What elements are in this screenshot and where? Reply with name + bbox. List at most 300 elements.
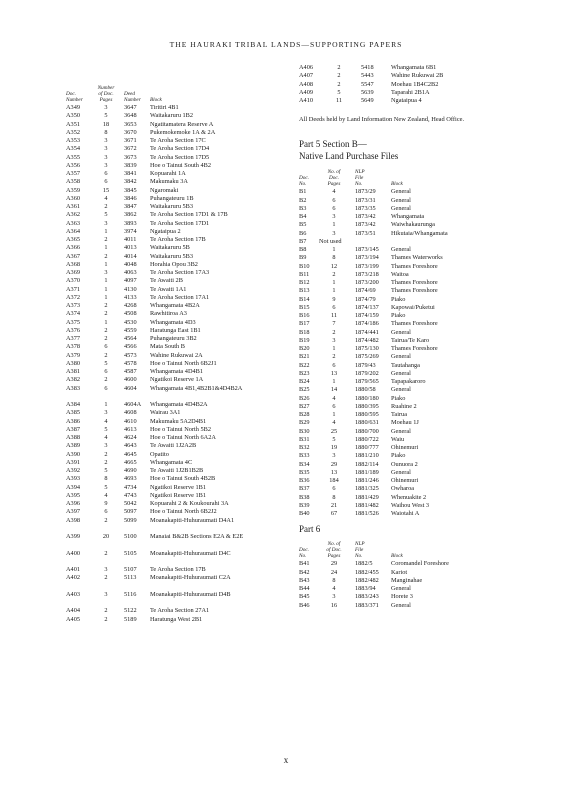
- pages-header: No. of of Doc. Pages: [326, 541, 342, 560]
- doc-number-cell: A372: [66, 293, 80, 301]
- doc-no-cell: B8: [299, 246, 307, 253]
- doc-no-cell: B11: [299, 270, 310, 278]
- block-cell: Thames Foreshore: [391, 287, 438, 295]
- doc-number-cell: A392: [66, 467, 80, 475]
- pages-cell: 2: [104, 335, 108, 342]
- deed-number-cell: 3648: [124, 112, 137, 120]
- right-column: [299, 64, 519, 610]
- table-row: [299, 345, 519, 353]
- block-cell: General: [391, 196, 411, 204]
- pages-cell: 6: [332, 361, 336, 369]
- nlp-file-cell: 1880/395: [355, 402, 379, 410]
- doc-number-cell: A361: [66, 203, 80, 210]
- deed-number-cell: 5418: [361, 64, 374, 71]
- table-row: [299, 560, 519, 568]
- block-cell: Puhangateuru 1B: [150, 194, 194, 202]
- pages-cell: 8: [332, 576, 336, 584]
- doc-number-cell: A358: [66, 178, 80, 186]
- doc-number-cell: A391: [66, 458, 80, 466]
- pages-cell: 8: [332, 254, 336, 262]
- pages-cell: 1: [104, 318, 108, 326]
- block-cell: Ngaromaki: [150, 186, 179, 194]
- deed-number-cell: 4643: [124, 442, 137, 450]
- nlp-file-cell: 1873/35: [355, 204, 376, 212]
- table-row: [299, 569, 519, 577]
- doc-number-cell: A383: [66, 384, 80, 392]
- pages-cell: 16: [330, 601, 338, 609]
- deed-number-cell: 3893: [124, 219, 137, 227]
- doc-no-cell: B19: [299, 336, 310, 344]
- pages-cell: 3: [104, 104, 108, 111]
- nlp-file-cell: 1882/114: [355, 460, 379, 468]
- block-cell: Ngatikoi Reserve 1A: [150, 376, 204, 384]
- pages-cell: 5: [337, 88, 341, 96]
- table-row: [66, 434, 288, 442]
- nlp-file-cell: 1881/189: [355, 468, 379, 476]
- pages-cell: 2: [104, 615, 108, 623]
- nlp-file-cell: 1874/137: [355, 303, 379, 311]
- deed-number-cell: 4690: [124, 467, 137, 475]
- doc-number-cell: A408: [299, 80, 313, 88]
- block-cell: Tiritiri 4B1: [150, 104, 179, 111]
- deed-number-cell: 3839: [124, 161, 137, 169]
- pages-cell: 5: [104, 359, 108, 367]
- pages-cell: 6: [332, 303, 336, 311]
- deed-number-cell: 4578: [124, 359, 137, 367]
- pages-cell: 24: [330, 568, 338, 576]
- deed-number-cell: 5122: [124, 607, 137, 615]
- block-cell: Waitakaruru 5B3: [150, 252, 194, 260]
- doc-no-cell: B1: [299, 188, 307, 196]
- pages-cell: 3: [104, 269, 108, 276]
- table-row: [66, 261, 288, 269]
- deed-number-cell: 4130: [124, 285, 137, 293]
- table-row: [66, 475, 288, 483]
- pages-cell: 2: [337, 80, 341, 88]
- table-row: [299, 238, 519, 246]
- pages-cell: 11: [330, 312, 338, 319]
- table-row: [66, 607, 288, 615]
- pages-cell: 15: [102, 186, 110, 194]
- nlp-file-cell: 1875/269: [355, 353, 379, 361]
- block-cell: Hikutaia/Whangamata: [391, 229, 448, 237]
- block-cell: Ounuora 2: [391, 460, 418, 468]
- doc-no-cell: B32: [299, 444, 310, 451]
- block-cell: Ngatikoi Reserve 1B1: [150, 491, 206, 499]
- pages-cell: 4: [332, 419, 336, 427]
- block-cell: Te Awaiti 1J2B1B2B: [150, 467, 204, 475]
- nlp-file-cell: 1873/218: [355, 270, 379, 278]
- nlp-file-cell: 1881/526: [355, 510, 379, 517]
- doc-no-cell: B16: [299, 312, 310, 319]
- deed-number-cell: 4530: [124, 318, 137, 326]
- block-cell: Wairau 3A1: [150, 409, 181, 417]
- pages-cell: 2: [104, 236, 108, 243]
- deed-number-cell: 5189: [124, 615, 137, 623]
- pages-cell: 1: [104, 401, 108, 409]
- doc-number-cell: A363: [66, 219, 80, 227]
- table-row: [299, 444, 519, 452]
- doc-number-cell: A384: [66, 401, 80, 409]
- doc-no-cell: B25: [299, 386, 310, 394]
- block-cell: Waitakaruru 1B2: [150, 112, 194, 120]
- doc-number-cell: A385: [66, 409, 80, 417]
- pages-cell: 9: [104, 500, 108, 508]
- doc-number-cell: A386: [66, 417, 80, 425]
- table-row: [299, 411, 519, 419]
- block-cell: Thames Foreshore: [391, 262, 438, 270]
- block-cell: Hoe o Tainui North 6B2J2: [150, 508, 217, 516]
- pages-cell: 3: [332, 229, 336, 237]
- doc-number-cell: A382: [66, 376, 80, 384]
- doc-no-cell: B36: [299, 477, 310, 484]
- nlp-file-cell: 1881/429: [355, 493, 379, 501]
- doc-no-cell: B9: [299, 254, 307, 262]
- deed-number-cell: 4508: [124, 310, 137, 318]
- table-row: [299, 577, 519, 585]
- doc-number-cell: A373: [66, 302, 80, 309]
- nlp-file-cell: 1873/42: [355, 213, 376, 220]
- block-cell: Puhangateuru 3B2: [150, 335, 197, 342]
- deed-number-cell: 4608: [124, 409, 137, 417]
- doc-no-cell: B22: [299, 361, 310, 369]
- pages-cell: 8: [104, 475, 108, 483]
- block-cell: Te Aroha Section 17A1: [150, 293, 210, 301]
- block-header: Block: [391, 553, 403, 560]
- block-cell: General: [391, 353, 411, 361]
- doc-number-cell: A355: [66, 153, 80, 161]
- nlp-file-cell: 1873/42: [355, 221, 376, 229]
- block-cell: Hoe o Tainui North 5B2: [150, 425, 212, 433]
- running-head: THE HAURAKI TRIBAL LANDS—SUPPORTING PAPERS: [169, 40, 403, 49]
- doc-number-cell: A365: [66, 236, 80, 243]
- nlp-file-cell: 1874/69: [355, 287, 376, 295]
- doc-number-cell: A367: [66, 252, 80, 260]
- doc-no-cell: B31: [299, 435, 310, 443]
- doc-no-cell: B18: [299, 328, 310, 336]
- deed-table-header: [66, 64, 288, 104]
- deed-number-cell: 3862: [124, 211, 137, 219]
- block-cell: Whangamata 4B2A: [150, 302, 200, 309]
- nlp-file-cell: 1879/202: [355, 369, 379, 377]
- pages-cell: 1: [104, 277, 108, 285]
- pages-cell: 3: [104, 442, 108, 450]
- pages-cell: 29: [330, 460, 338, 468]
- deed-number-cell: 3673: [124, 153, 137, 161]
- block-cell: Whangamata 4D4B1: [150, 368, 203, 375]
- nlp-file-cell: 1879/565: [355, 378, 379, 385]
- deed-number-cell: 4587: [124, 368, 137, 375]
- table-row: [66, 162, 288, 170]
- pages-cell: 3: [104, 161, 108, 169]
- pages-cell: 3: [104, 153, 108, 161]
- doc-number-cell: A357: [66, 170, 80, 177]
- doc-no-header: Doc. No.: [299, 547, 309, 560]
- block-cell: Haratunga East 1B1: [150, 326, 201, 334]
- doc-number-cell: A410: [299, 97, 313, 104]
- table-row: [66, 154, 288, 162]
- doc-number-cell: A403: [66, 590, 80, 598]
- pages-cell: 6: [104, 508, 108, 516]
- table-row: [299, 271, 519, 279]
- doc-no-cell: B2: [299, 196, 307, 204]
- block-cell: Te Aroha Section 17C: [150, 137, 206, 144]
- pages-cell: 6: [332, 485, 336, 493]
- doc-no-header: Doc. No.: [299, 175, 309, 188]
- block-cell: General: [391, 328, 411, 336]
- doc-no-cell: B33: [299, 452, 310, 460]
- block-cell: Moanakapiti-Huhuraumati D4A1: [150, 516, 235, 524]
- table-row: [299, 64, 519, 72]
- deed-number-cell: 4645: [124, 450, 137, 458]
- deed-number-cell: 4613: [124, 425, 137, 433]
- table-row: [66, 376, 288, 384]
- nlp-file-cell: 1880/700: [355, 427, 379, 435]
- doc-number-cell: A356: [66, 161, 80, 169]
- deed-number-cell: 4097: [124, 277, 137, 285]
- pages-cell: 6: [332, 196, 336, 204]
- doc-no-cell: B34: [299, 460, 310, 468]
- block-cell: Horahia Opou 3B2: [150, 260, 198, 268]
- pages-cell: 14: [330, 386, 338, 394]
- pages-cell: 29: [330, 560, 338, 568]
- doc-no-cell: B15: [299, 303, 310, 311]
- table-row: [66, 137, 288, 145]
- deed-number-cell: 4048: [124, 260, 137, 268]
- pages-cell: 2: [104, 203, 108, 210]
- table-row: [299, 312, 519, 320]
- doc-no-cell: B24: [299, 378, 310, 385]
- block-cell: Ohinemuri: [391, 477, 419, 484]
- table-row: [299, 188, 519, 196]
- table-row: [299, 287, 519, 295]
- table-row: [299, 461, 519, 469]
- pages-cell: 2: [104, 376, 108, 384]
- block-cell: Kopuarahi 1A: [150, 170, 186, 177]
- table-row: [299, 213, 519, 221]
- block-cell: Waitakaruru 5B3: [150, 203, 194, 210]
- pages-cell: 3: [104, 137, 108, 144]
- block-cell: Ngatikoi Reserve 1B1: [150, 483, 206, 491]
- nlp-header: NLP File No.: [355, 169, 365, 188]
- pages-cell: 5: [104, 112, 108, 120]
- pages-cell: 18: [102, 120, 110, 128]
- deed-number-cell: 4693: [124, 475, 137, 483]
- pages-cell: 6: [332, 204, 336, 212]
- nlp-file-cell: 1875/130: [355, 345, 379, 352]
- pages-cell: 12: [330, 262, 338, 270]
- deed-number-cell: 5113: [124, 574, 137, 582]
- doc-number-cell: A354: [66, 145, 80, 153]
- deed-number-cell: 5105: [124, 549, 137, 557]
- table-row: [299, 419, 519, 427]
- deed-number-cell: 5547: [361, 80, 374, 88]
- pages-cell: 1: [332, 411, 336, 418]
- deed-number-cell: 5100: [124, 533, 137, 541]
- block-cell: Waitakaruru 5B: [150, 244, 190, 252]
- table-row: [66, 178, 288, 186]
- nlp-file-cell: 1873/51: [355, 229, 376, 237]
- pages-cell: 1: [332, 279, 336, 286]
- doc-no-cell: B28: [299, 411, 310, 418]
- pages-cell: 67: [330, 510, 338, 517]
- table-row: [66, 368, 288, 376]
- pages-cell: 2: [104, 549, 108, 557]
- doc-number-cell: A376: [66, 326, 80, 334]
- table-row: [66, 500, 288, 508]
- table-row: [66, 467, 288, 475]
- block-cell: Te Awaiti 2B: [150, 277, 183, 285]
- pages-cell: 8: [104, 128, 108, 136]
- nlp-file-cell: 1873/31: [355, 196, 376, 204]
- pages-cell: 3: [332, 452, 336, 460]
- doc-no-cell: B38: [299, 493, 310, 501]
- table-row: [299, 403, 519, 411]
- table-row: [66, 112, 288, 120]
- table-row: [66, 145, 288, 153]
- nlp-file-cell: 1883/94: [355, 585, 376, 592]
- pages-cell: 4: [104, 434, 108, 442]
- pages-cell: 2: [337, 64, 341, 71]
- doc-no-cell: B39: [299, 501, 310, 509]
- block-cell: Ngataipua 4: [391, 97, 422, 104]
- block-cell: Waiu: [391, 435, 405, 443]
- pages-cell: 5: [332, 435, 336, 443]
- deed-number-cell: 5107: [124, 566, 137, 574]
- deed-number-cell: 3653: [124, 120, 137, 128]
- part6-title: Part 6: [299, 524, 321, 535]
- block-cell: General: [391, 246, 411, 253]
- table-row: [299, 197, 519, 205]
- doc-number-cell: A397: [66, 508, 80, 516]
- table-row: [299, 502, 519, 510]
- table-row: [299, 378, 519, 386]
- table-row: [66, 187, 288, 195]
- nlp-file-cell: 1880/722: [355, 435, 379, 443]
- nlp-file-cell: 1879/43: [355, 361, 376, 369]
- deed-number-cell: 4573: [124, 351, 137, 359]
- table-row: [299, 337, 519, 345]
- doc-number-cell: A406: [299, 64, 313, 71]
- pages-cell: 6: [104, 368, 108, 375]
- pages-cell: 2: [104, 516, 108, 524]
- pages-cell: 3: [104, 590, 108, 598]
- block-cell: General: [391, 369, 411, 377]
- pages-cell: 6: [104, 178, 108, 186]
- pages-cell: 2: [104, 351, 108, 359]
- table-row: [299, 205, 519, 213]
- deed-number-cell: 4610: [124, 417, 137, 425]
- block-cell: Whangamata 4B1,4B2B1&4D4B2A: [150, 384, 243, 392]
- part5-title: Part 5 Section B— Native Land Purchase Files: [299, 139, 399, 162]
- doc-no-cell: B40: [299, 510, 310, 517]
- block-cell: Moanakapiti-Huhuraumati C2A: [150, 574, 231, 582]
- doc-number-cell: A378: [66, 343, 80, 351]
- pages-cell: 4: [104, 417, 108, 425]
- table-row: [299, 386, 519, 394]
- deed-number-cell: 4600: [124, 376, 137, 384]
- table-row: [299, 485, 519, 493]
- block-cell: Te Awaiti 1A1: [150, 285, 187, 293]
- block-cell: Tairua: [391, 411, 407, 418]
- block-cell: Ngataipua 2: [150, 227, 181, 235]
- pages-cell: 1: [104, 293, 108, 301]
- pages-cell: 2: [104, 252, 108, 260]
- table-row: [299, 370, 519, 378]
- table-row: [66, 335, 288, 343]
- pages-cell: 13: [330, 369, 338, 377]
- doc-no-cell: B30: [299, 427, 310, 435]
- block-cell: Horete 3: [391, 593, 413, 601]
- doc-no-cell: B4: [299, 213, 307, 220]
- pages-cell: 2: [104, 607, 108, 615]
- block-cell: Waiwhakaurunga: [391, 221, 435, 229]
- table-row: [299, 329, 519, 337]
- doc-number-cell: A396: [66, 500, 80, 508]
- nlp-file-cell: 1873/145: [355, 246, 379, 253]
- table-row: [299, 72, 519, 80]
- pages-cell: 6: [104, 170, 108, 177]
- nlp-file-cell: 1883/371: [355, 601, 379, 609]
- nlp-header: NLP File No.: [355, 541, 365, 560]
- doc-number-cell: A353: [66, 137, 80, 144]
- pages-cell: 9: [332, 295, 336, 303]
- block-cell: Makumaku 5A2D4B1: [150, 417, 207, 425]
- pages-cell: 5: [104, 211, 108, 219]
- block-cell: Makumaku 3A: [150, 178, 188, 186]
- pages-cell: 2: [104, 326, 108, 334]
- block-cell: Piako: [391, 394, 406, 402]
- pages-cell: 3: [104, 145, 108, 153]
- block-cell: Coromandel Foreshore: [391, 560, 449, 568]
- deed-number-cell: 5443: [361, 72, 374, 80]
- doc-number-cell: A393: [66, 475, 80, 483]
- doc-no-cell: B14: [299, 295, 310, 303]
- block-cell: Ohinemuri: [391, 444, 419, 451]
- table-row: [66, 220, 288, 228]
- doc-number-cell: A388: [66, 434, 80, 442]
- table-row: [66, 442, 288, 450]
- doc-number-cell: A352: [66, 128, 80, 136]
- pages-cell: 6: [104, 343, 108, 351]
- table-row: [299, 362, 519, 370]
- table-row: [299, 353, 519, 361]
- block-cell: Te Aroha Section 17D1: [150, 219, 210, 227]
- pages-cell: 3: [104, 219, 108, 227]
- table-row: [66, 360, 288, 368]
- block-cell: Manginahae: [391, 576, 423, 584]
- doc-no-cell: B46: [299, 601, 310, 609]
- nlp-file-cell: 1874/186: [355, 320, 379, 328]
- nlp-file-cell: 1880/180: [355, 394, 379, 402]
- block-cell: Waihou West 3: [391, 501, 430, 509]
- table-row: [299, 254, 519, 262]
- table-row: [299, 89, 519, 97]
- doc-number-cell: A404: [66, 607, 80, 615]
- table-row: [299, 593, 519, 601]
- doc-no-cell: B10: [299, 262, 310, 270]
- pages-cell: 184: [329, 477, 339, 484]
- block-cell: Tapapakaroro: [391, 378, 426, 385]
- table-row: [299, 304, 519, 312]
- pages-cell: 2: [332, 353, 336, 361]
- block-cell: Rawhitiroa A3: [150, 310, 187, 318]
- table-row: [66, 409, 288, 417]
- block-cell: General: [391, 585, 411, 592]
- block-cell: Thames Waterworks: [391, 254, 443, 262]
- nlp-file-cell: 1882/482: [355, 576, 379, 584]
- deed-number-cell: 4734: [124, 483, 137, 491]
